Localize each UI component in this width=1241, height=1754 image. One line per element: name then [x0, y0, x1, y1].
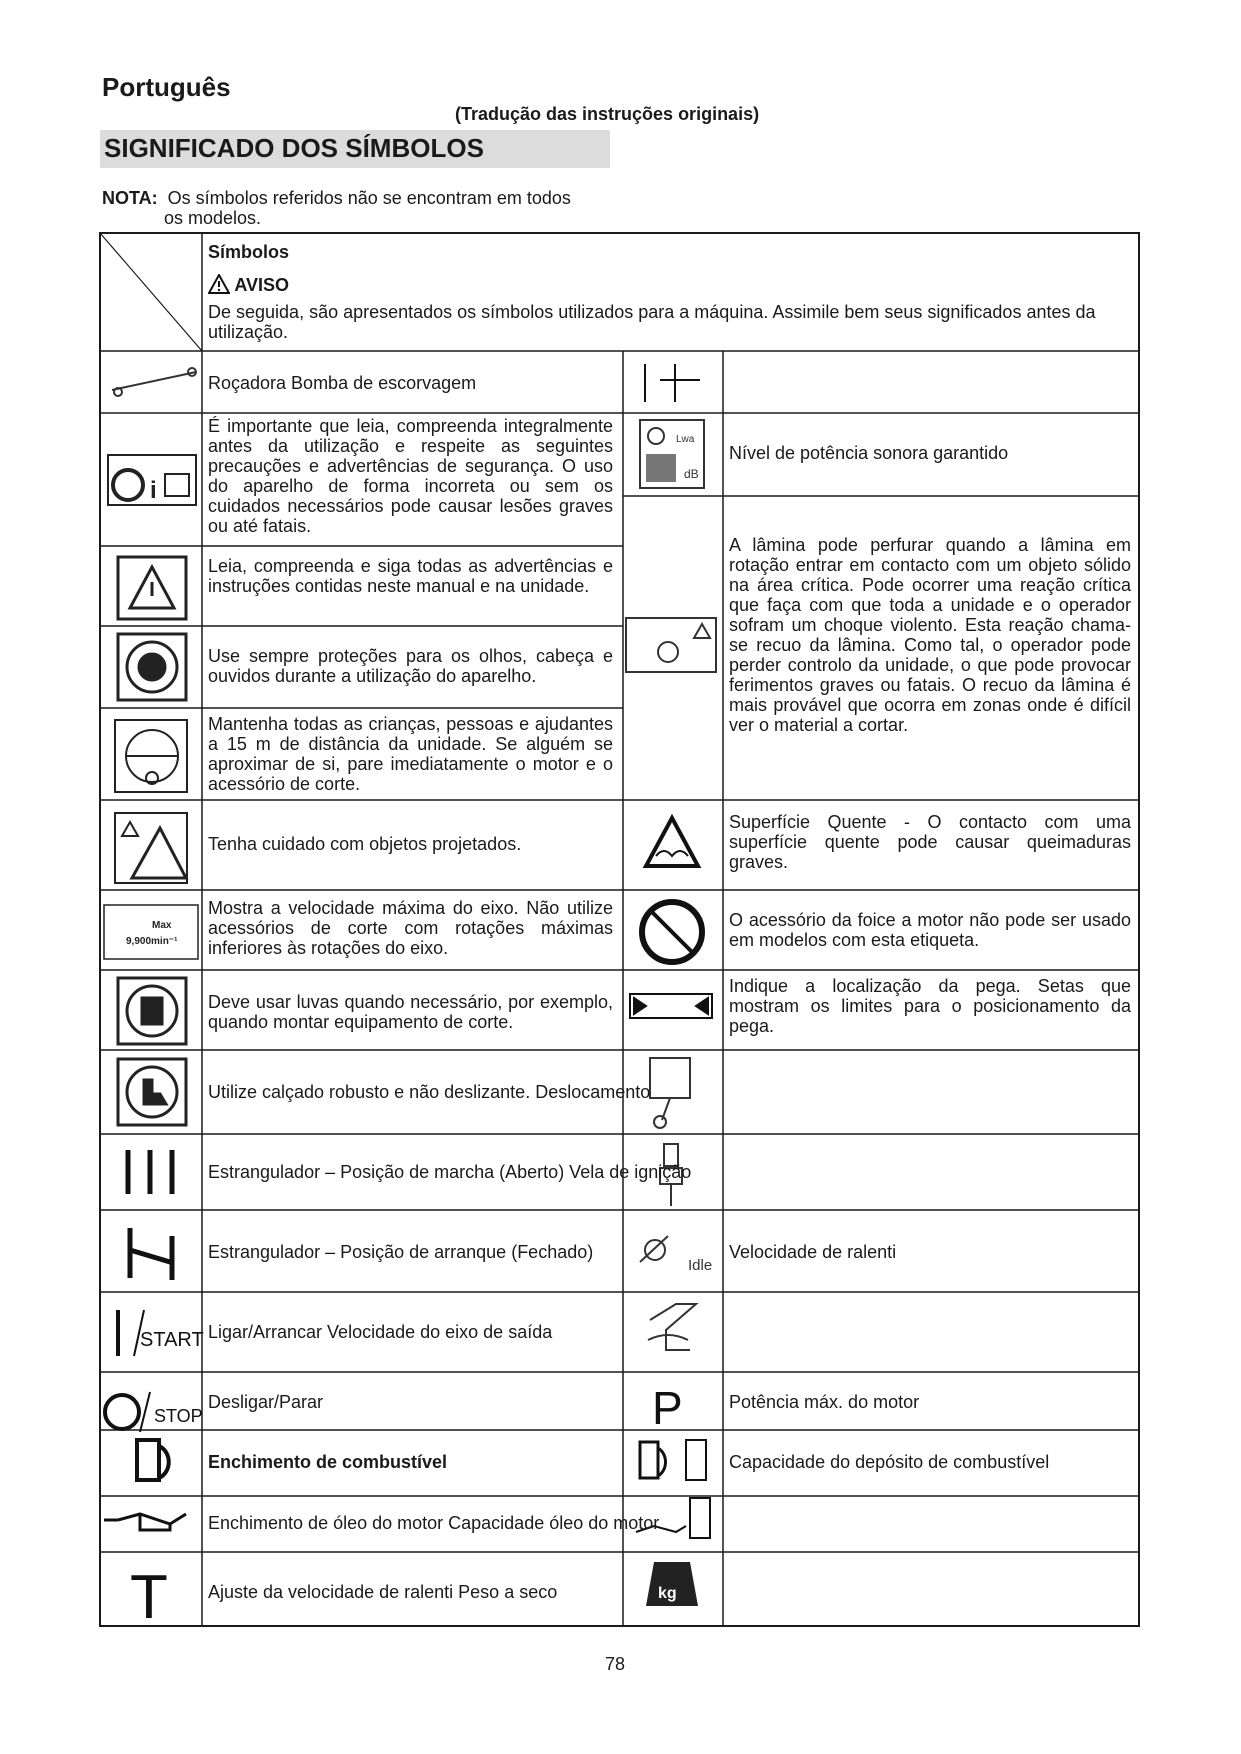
weight-unit: kg [658, 1585, 677, 1602]
choke-closed-icon [130, 1228, 172, 1280]
engine-power-letter: P [652, 1382, 683, 1434]
no-brushcutter-icon [642, 902, 702, 962]
oil-can-icon [104, 1514, 186, 1530]
idle-speed-icon [640, 1236, 712, 1274]
right-row-text: Capacidade do depósito de combustível [729, 1452, 1050, 1472]
boots-icon [118, 1059, 186, 1125]
stop-label: STOP [154, 1406, 203, 1426]
left-row-text: Estrangulador – Posição de marcha (Aberto) Vela de ignição [208, 1162, 692, 1182]
right-row-text: A lâmina pode perfurar quando a lâmina em rotação entrar em contacto com um objeto sólido na área crítica. Pode ocorrer uma reação crítica que faça com que toda a unidade e o operador sofram um choque violento. Esta reação chama-se recuo da lâmina. Como tal, o operador pode perder controlo da unidade, o que pode provocar ferimentos graves ou fatais. O recuo da lâmina é mais provável que ocorra em zonas onde é difícil ver o material a cortar. [729, 535, 1131, 735]
max-speed-icon [104, 905, 198, 959]
page-number: 78 [605, 1654, 626, 1674]
right-row-text: Nível de potência sonora garantido [729, 443, 1009, 463]
left-row-text: Tenha cuidado com objetos projetados. [208, 834, 522, 854]
fuel-capacity-icon [640, 1440, 706, 1480]
warning-label: AVISO [234, 275, 290, 295]
section-title: SIGNIFICADO DOS SÍMBOLOS [104, 133, 484, 163]
idle-adjust-icon [130, 1563, 168, 1632]
sound-power-label: Lwa [676, 434, 695, 445]
table-title: Símbolos [208, 242, 290, 262]
left-row-text: Mantenha todas as crianças, pessoas e ajudantes a 15 m de distância da unidade. Se alguém se aproximar de si, pare imediatamente o motor e o acessório de corte. [208, 714, 613, 794]
max-speed-label: Max [152, 920, 172, 931]
engine-power-icon [652, 1382, 683, 1434]
output-shaft-icon [648, 1304, 696, 1350]
keep-distance-icon [115, 720, 187, 792]
primer-bulb-icon [645, 364, 700, 402]
left-row-text: Deve usar luvas quando necessário, por exemplo, quando montar equipamento de corte. [208, 992, 613, 1032]
start-icon [118, 1310, 204, 1356]
left-row-text: Mostra a velocidade máxima do eixo. Não utilize acessórios de corte com rotações máximas inferiores às rotações do eixo. [208, 898, 613, 958]
stop-icon [105, 1392, 203, 1432]
translation-note: (Tradução das instruções originais) [455, 104, 760, 124]
left-row-text: Enchimento de óleo do motor Capacidade óleo do motor [208, 1513, 660, 1533]
gloves-icon [118, 978, 186, 1044]
max-speed-value: 9,900min⁻¹ [126, 936, 178, 947]
left-row-text: Utilize calçado robusto e não deslizante. Deslocamento [208, 1082, 651, 1102]
choke-open-icon [128, 1150, 172, 1194]
nota-text-line1: Os símbolos referidos não se encontram em todos [167, 188, 571, 208]
idle-label: Idle [688, 1257, 713, 1274]
left-row-text: Desligar/Parar [208, 1392, 324, 1412]
right-row-text: Potência máx. do motor [729, 1392, 920, 1412]
left-row-text: Use sempre proteções para os olhos, cabeça e ouvidos durante a utilização do aparelho. [208, 646, 613, 686]
sound-power-unit: dB [684, 467, 699, 481]
right-row-text: O acessório da foice a motor não pode ser usado em modelos com esta etiqueta. [729, 910, 1131, 950]
head-protection-icon [118, 634, 186, 700]
left-row-text: Leia, compreenda e siga todas as advertências e instruções contidas neste manual e na unidade. [208, 556, 613, 596]
fuel-pump-icon [137, 1440, 169, 1480]
right-row-text: Superfície Quente - O contacto com uma superfície quente pode causar queimaduras graves. [729, 812, 1131, 872]
sound-power-icon [640, 420, 704, 488]
left-row-text: Ajuste da velocidade de ralenti Peso a seco [208, 1582, 558, 1602]
svg-text:i: i [150, 477, 157, 504]
warning-icon [208, 274, 230, 294]
warning-triangle-icon [118, 557, 186, 619]
left-row-text: Estrangulador – Posição de arranque (Fechado) [208, 1242, 594, 1262]
brushcutter-icon [112, 368, 196, 396]
hot-surface-icon [646, 818, 698, 866]
idle-adjust-letter: T [130, 1563, 168, 1632]
right-row-text: Velocidade de ralenti [729, 1242, 897, 1262]
table-intro: De seguida, são apresentados os símbolos utilizados para a máquina. Assimile bem seus significados antes da utilização. [208, 302, 1096, 342]
nota-text-line2: os modelos. [164, 208, 262, 228]
nota-label: NOTA: [102, 188, 158, 208]
left-row-text: É importante que leia, compreenda integralmente antes da utilização e respeite as seguintes precauções e advertências de segurança. O uso do aparelho de forma incorreta ou sem os cuidados necessários pode causar lesões graves ou até fatais. [208, 416, 613, 536]
weight-icon [646, 1562, 698, 1606]
left-row-text: Ligar/Arrancar Velocidade do eixo de saída [208, 1322, 553, 1342]
language-heading: Português [102, 72, 231, 102]
read-manual-icon [108, 455, 196, 505]
left-row-text: Enchimento de combustível [208, 1452, 448, 1472]
blade-thrust-icon [626, 618, 716, 672]
handle-position-icon [630, 994, 712, 1018]
warning-header [208, 274, 289, 295]
right-row-text: Indique a localização da pega. Setas que mostram os limites para o posicionamento da pega. [729, 976, 1131, 1036]
thrown-objects-icon [115, 813, 187, 883]
start-label: START [140, 1329, 204, 1351]
left-row-text: Roçadora Bomba de escorvagem [208, 373, 477, 393]
